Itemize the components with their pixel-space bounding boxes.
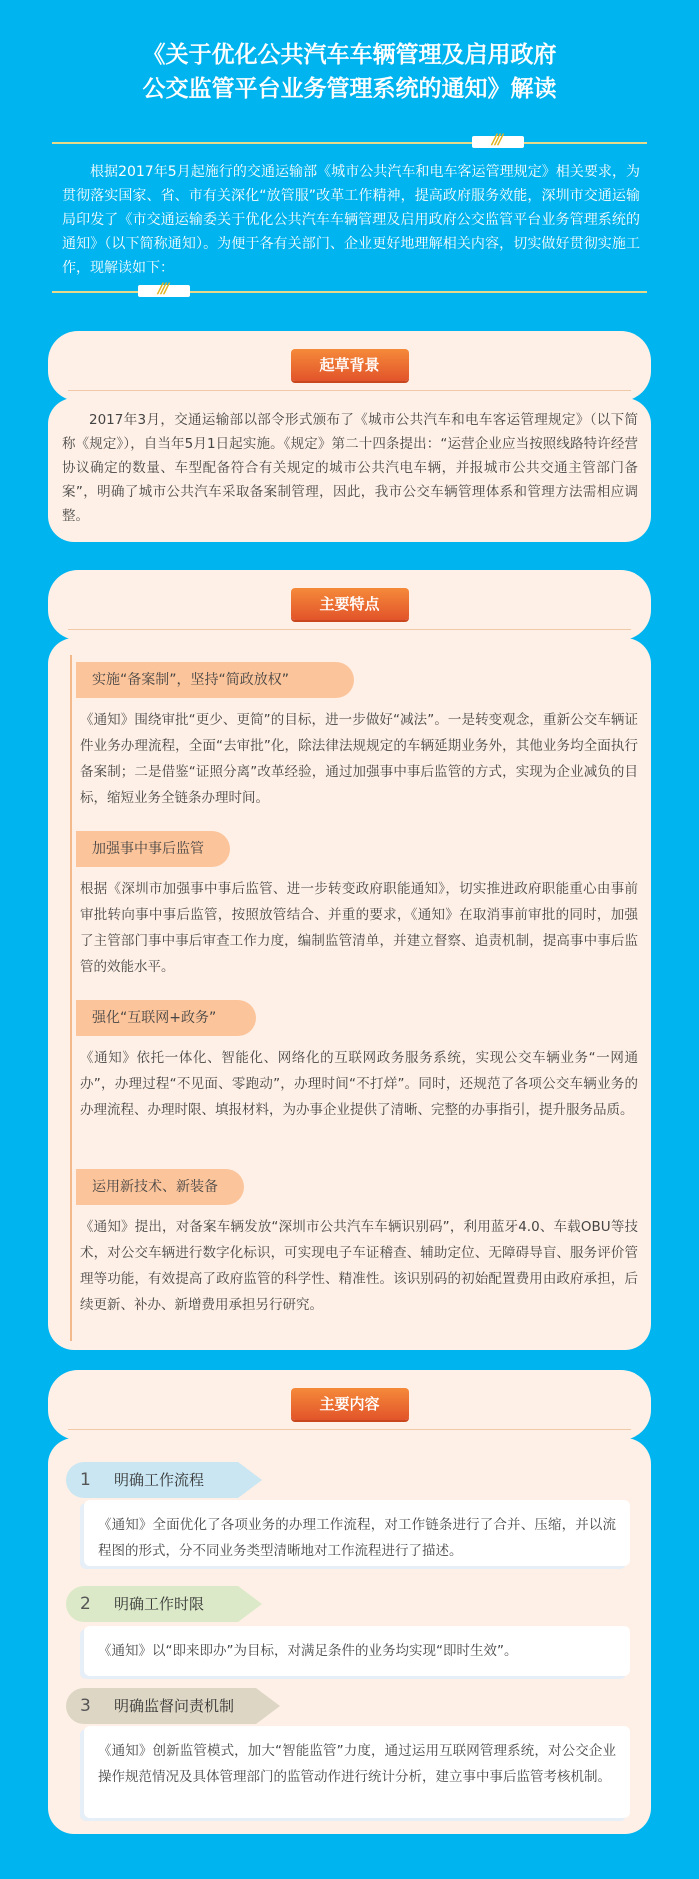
content-label: 明确工作流程 (114, 1471, 205, 1489)
contents-heading: 主要内容 (291, 1388, 409, 1420)
feature-tag: 加强事中事后监管 (76, 831, 230, 867)
feature-text: 《通知》提出，对备案车辆发放“深圳市公共汽车车辆识别码”，利用蓝牙4.0、车载OBU等技术，对公交车辆进行数字化标识，可实现电子车证稽查、辅助定位、无障碍导盲、服务评价管理等功能，有效提高了政府监管的科学性、精准性。该识别码的初始配置费用由政府承担，后续更新、补办、新增费用承担另行研究。 (80, 1219, 638, 1313)
background-header (48, 331, 651, 401)
content-text: 《通知》以“即来即办”为目标，对满足条件的业务均实现“即时生效”。 (84, 1626, 630, 1676)
slash-deco-icon: /// (472, 136, 524, 148)
arrow-tip (238, 1462, 262, 1498)
title-line-1: 《关于优化公共汽车车辆管理及启用政府 (142, 42, 557, 68)
arrow-tip (256, 1688, 280, 1724)
divider (68, 1429, 631, 1430)
content-item-tag (66, 1688, 256, 1724)
feature-tag: 强化“互联网+政务” (76, 1000, 256, 1036)
feature-tag: 实施“备案制”，坚持“简政放权” (76, 662, 354, 698)
features-side-rule (70, 655, 72, 1341)
intro-paragraph: 根据2017年5月起施行的交通运输部《城市公共汽车和电车客运管理规定》相关要求，为贯彻落实国家、省、市有关深化“放管服”改革工作精神，提高政府服务效能，深圳市交通运输局印发了《市交通运输委关于优化公共汽车车辆管理及启用政府公交监管平台业务管理系统的通知》（以下简称通知）。为便于各有关部门、企业更好地理解相关内容，切实做好贯彻实施工作，现解读如下： (62, 164, 640, 276)
feature-text: 《通知》依托一体化、智能化、网络化的互联网政务服务系统，实现公交车辆业务“一网通办”，办理过程“不见面、零跑动”，办理时间“不打烊”。同时，还规范了各项公交车辆业务的办理流程、办理时限、填报材料，为办事企业提供了清晰、完整的办事指引，提升服务品质。 (80, 1050, 638, 1118)
page-title (0, 38, 699, 106)
background-heading: 起草背景 (291, 349, 409, 381)
feature-text: 根据《深圳市加强事中事后监管、进一步转变政府职能通知》，切实推进政府职能重心由事前审批转向事中事后监管，按照放管结合、并重的要求，《通知》在取消事前审批的同时，加强了主管部门事中事后审查工作力度，编制监管清单，并建立督察、追责机制，提高事中事后监管的效能水平。 (80, 881, 638, 975)
divider (68, 390, 631, 391)
feature-tag: 运用新技术、新装备 (76, 1169, 244, 1205)
content-text: 《通知》全面优化了各项业务的办理工作流程，对工作链条进行了合并、压缩，并以流程图的形式，分不同业务类型清晰地对工作流程进行了描述。 (84, 1500, 630, 1566)
content-item-tag (66, 1462, 238, 1498)
content-text: 《通知》创新监管模式，加大“智能监管”力度，通过运用互联网管理系统，对公交企业操作规范情况及具体管理部门的监管动作进行统计分析，建立事中事后监管考核机制。 (84, 1726, 630, 1818)
contents-header (48, 1370, 651, 1440)
slash-deco-icon: /// (138, 285, 190, 297)
arrow-tip (238, 1586, 262, 1622)
content-label: 明确监督问责机制 (114, 1697, 235, 1715)
features-header (48, 570, 651, 640)
intro-top-divider (52, 142, 647, 144)
feature-text: 《通知》围绕审批“更少、更简”的目标，进一步做好“减法”。一是转变观念，重新公交车辆证件业务办理流程，全面“去审批”化，除法律法规规定的车辆延期业务外，其他业务均全面执行备案制；二是借鉴“证照分离”改革经验，通过加强事中事后监管的方式，实现为企业减负的目标，缩短业务全链条办理时间。 (80, 712, 638, 806)
title-line-2: 公交监管平台业务管理系统的通知》解读 (142, 76, 557, 102)
content-item-tag (66, 1586, 238, 1622)
content-number: 3 (80, 1696, 91, 1716)
background-text: 2017年3月，交通运输部以部令形式颁布了《城市公共汽车和电车客运管理规定》（以下简称《规定》），自当年5月1日起实施。《规定》第二十四条提出：“运营企业应当按照线路特许经营协议确定的数量、车型配备符合有关规定的城市公共汽电车辆，并报城市公共交通主管部门备案”，明确了城市公共汽车采取备案制管理，因此，我市公交车辆管理体系和管理方法需相应调整。 (62, 412, 638, 524)
content-number: 1 (80, 1470, 91, 1490)
content-label: 明确工作时限 (114, 1595, 205, 1613)
content-number: 2 (80, 1594, 91, 1614)
divider (68, 629, 631, 630)
features-heading: 主要特点 (291, 588, 409, 620)
